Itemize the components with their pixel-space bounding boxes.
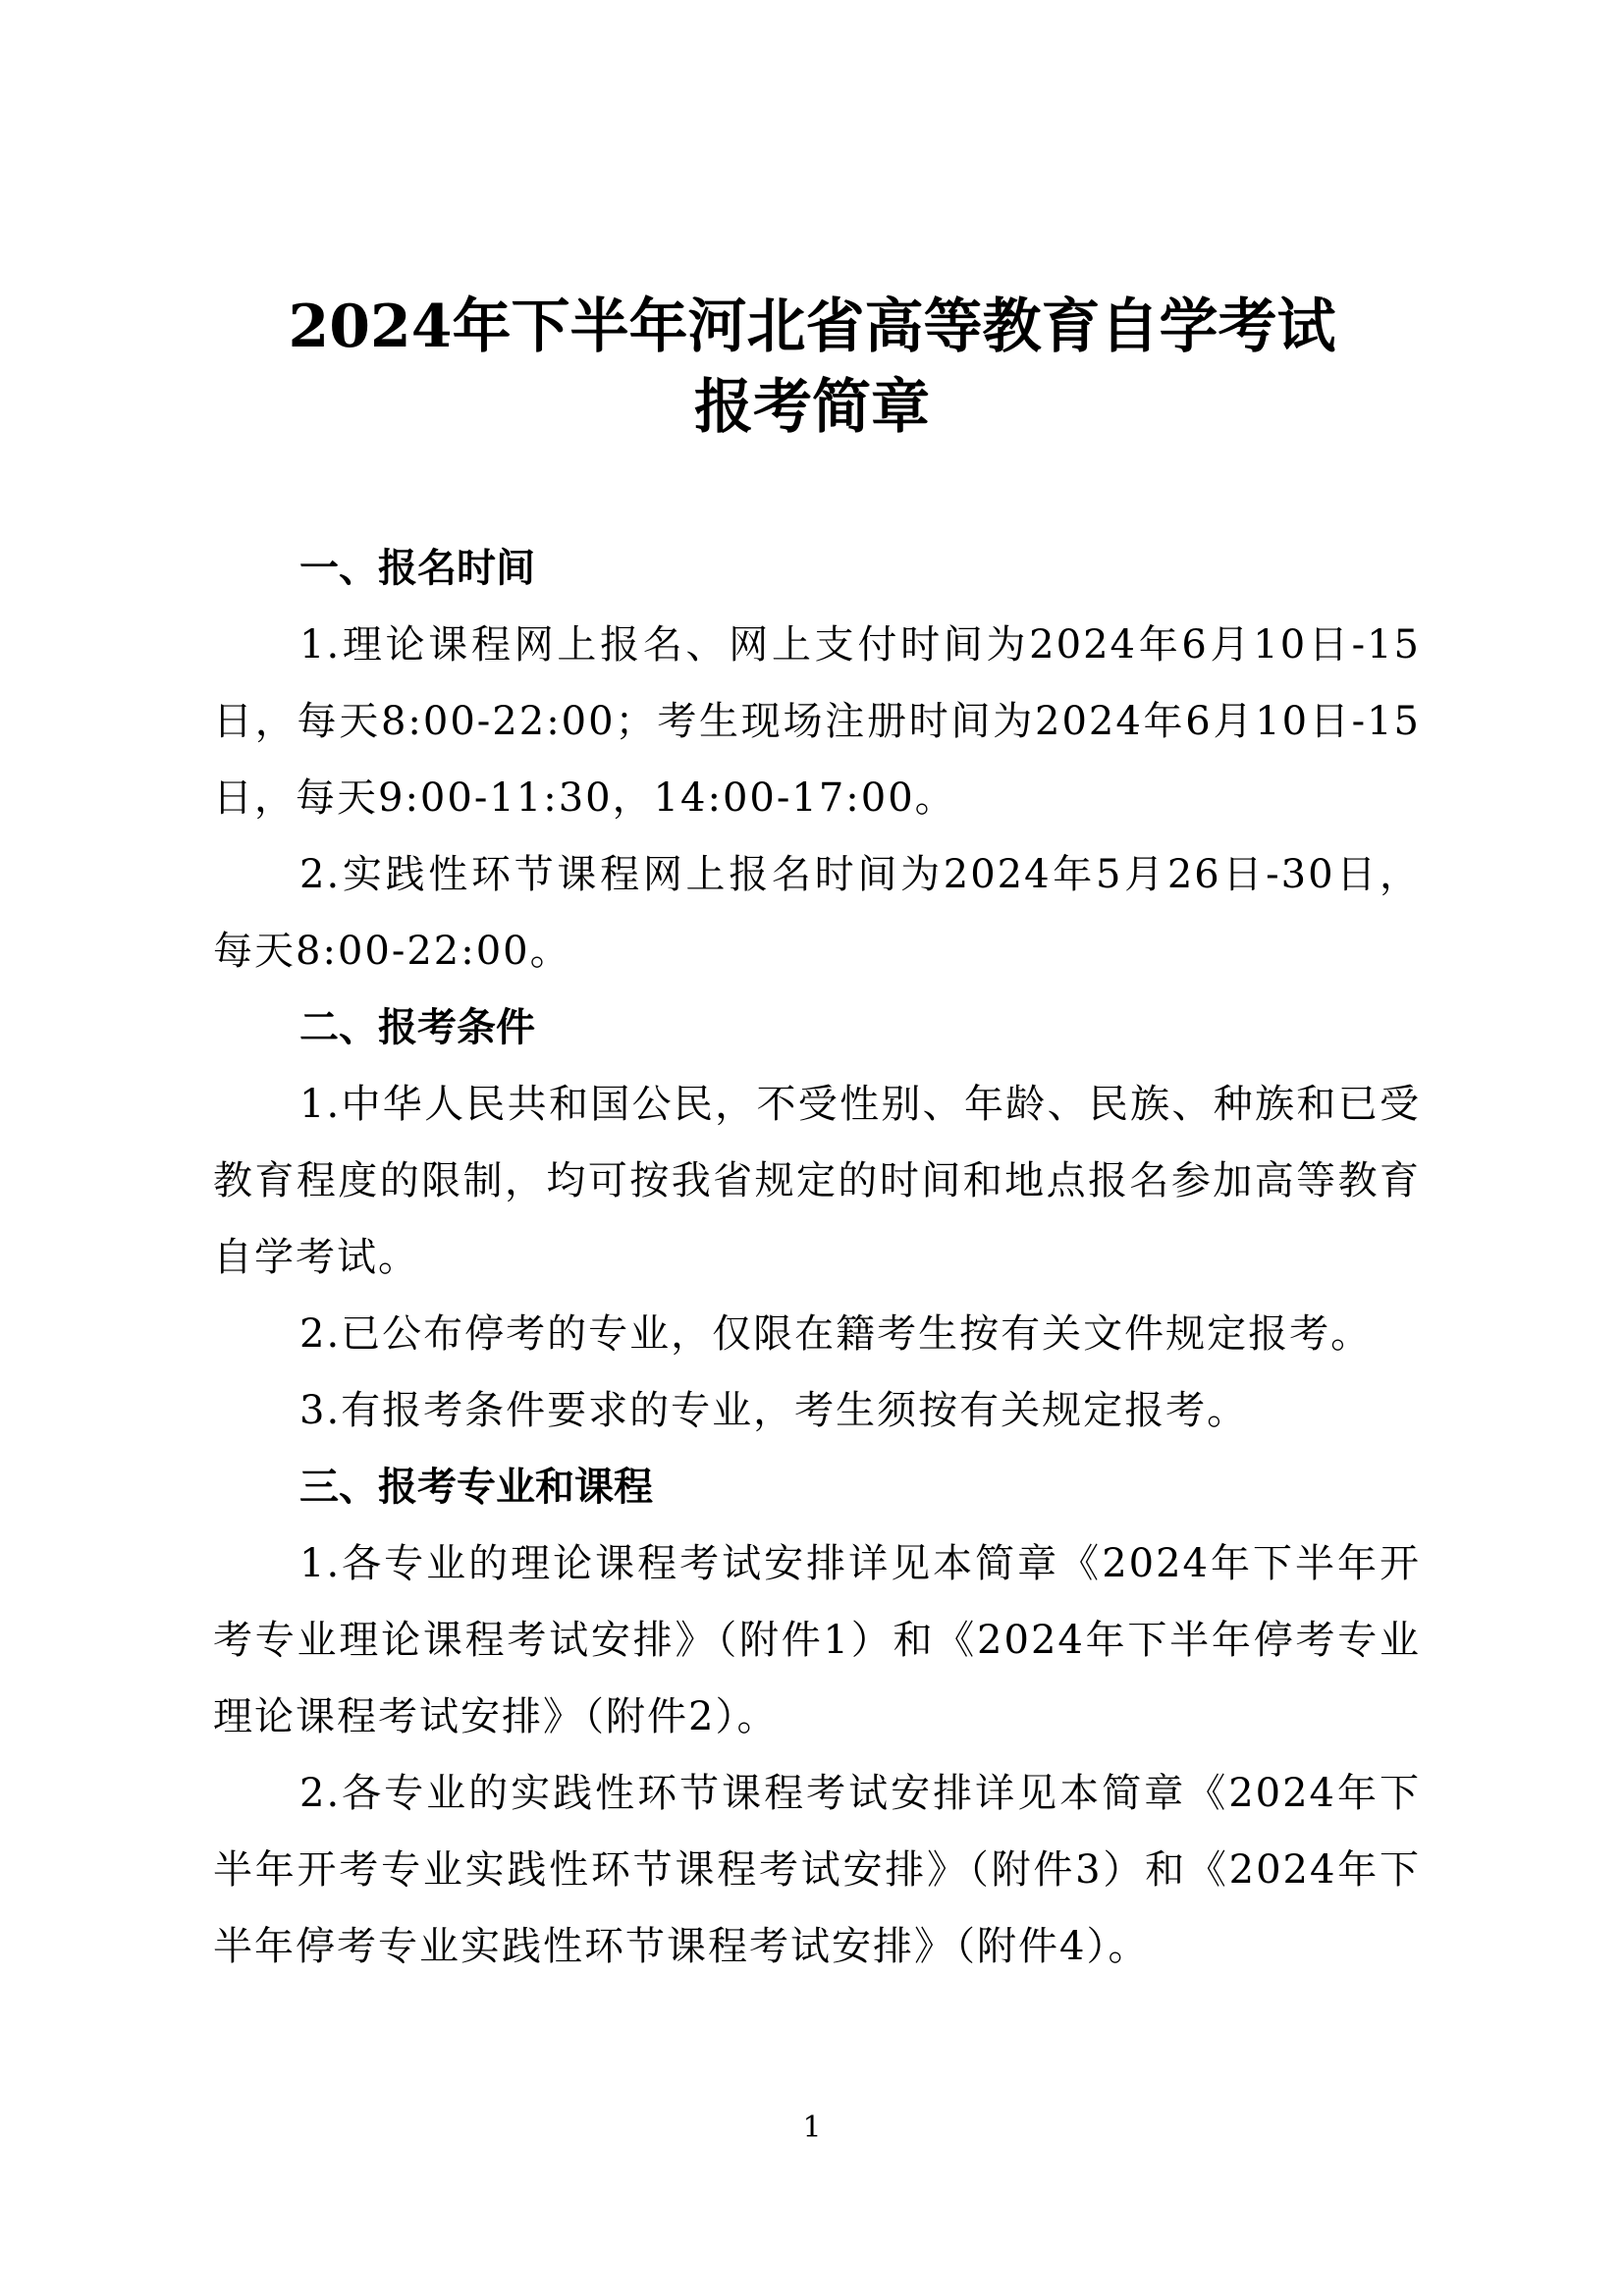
page-number: 1 bbox=[802, 2110, 822, 2145]
paragraph-theory-schedule: 1.各专业的理论课程考试安排详见本简章《2024年下半年开考专业理论课程考试安排》（附件1）和《2024年下半年停考专业理论课程考试安排》（附件2）。 bbox=[213, 1541, 1421, 1739]
document-body bbox=[213, 530, 1421, 1985]
section-heading-eligibility: 二、报考条件 bbox=[299, 1005, 535, 1050]
paragraph-eligibility-requirements: 3.有报考条件要求的专业，考生须按有关规定报考。 bbox=[299, 1388, 1249, 1433]
paragraph-theory-registration: 1.理论课程网上报名、网上支付时间为2024年6月10日-15日，每天8:00-22:00；考生现场注册时间为2024年6月10日-15日，每天9:00-11:30，14:00-17:00。 bbox=[213, 622, 1421, 821]
paragraph-practice-schedule: 2.各专业的实践性环节课程考试安排详见本简章《2024年下半年开考专业实践性环节课程考试安排》（附件3）和《2024年下半年停考专业实践性环节课程考试安排》（附件4）。 bbox=[213, 1771, 1421, 1969]
document-title-line-2: 报考简章 bbox=[694, 373, 930, 442]
paragraph-eligibility-suspended: 2.已公布停考的专业，仅限在籍考生按有关文件规定报考。 bbox=[299, 1311, 1373, 1357]
document-title-line-1: 2024年下半年河北省高等教育自学考试 bbox=[288, 293, 1336, 361]
section-heading-registration-time: 一、报名时间 bbox=[299, 546, 535, 591]
section-heading-majors-courses: 三、报考专业和课程 bbox=[299, 1465, 653, 1510]
paragraph-eligibility-citizens: 1.中华人民共和国公民，不受性别、年龄、民族、种族和已受教育程度的限制，均可按我省规定的时间和地点报名参加高等教育自学考试。 bbox=[213, 1082, 1421, 1280]
paragraph-practice-registration: 2.实践性环节课程网上报名时间为2024年5月26日-30日，每天8:00-22:00。 bbox=[213, 852, 1421, 974]
